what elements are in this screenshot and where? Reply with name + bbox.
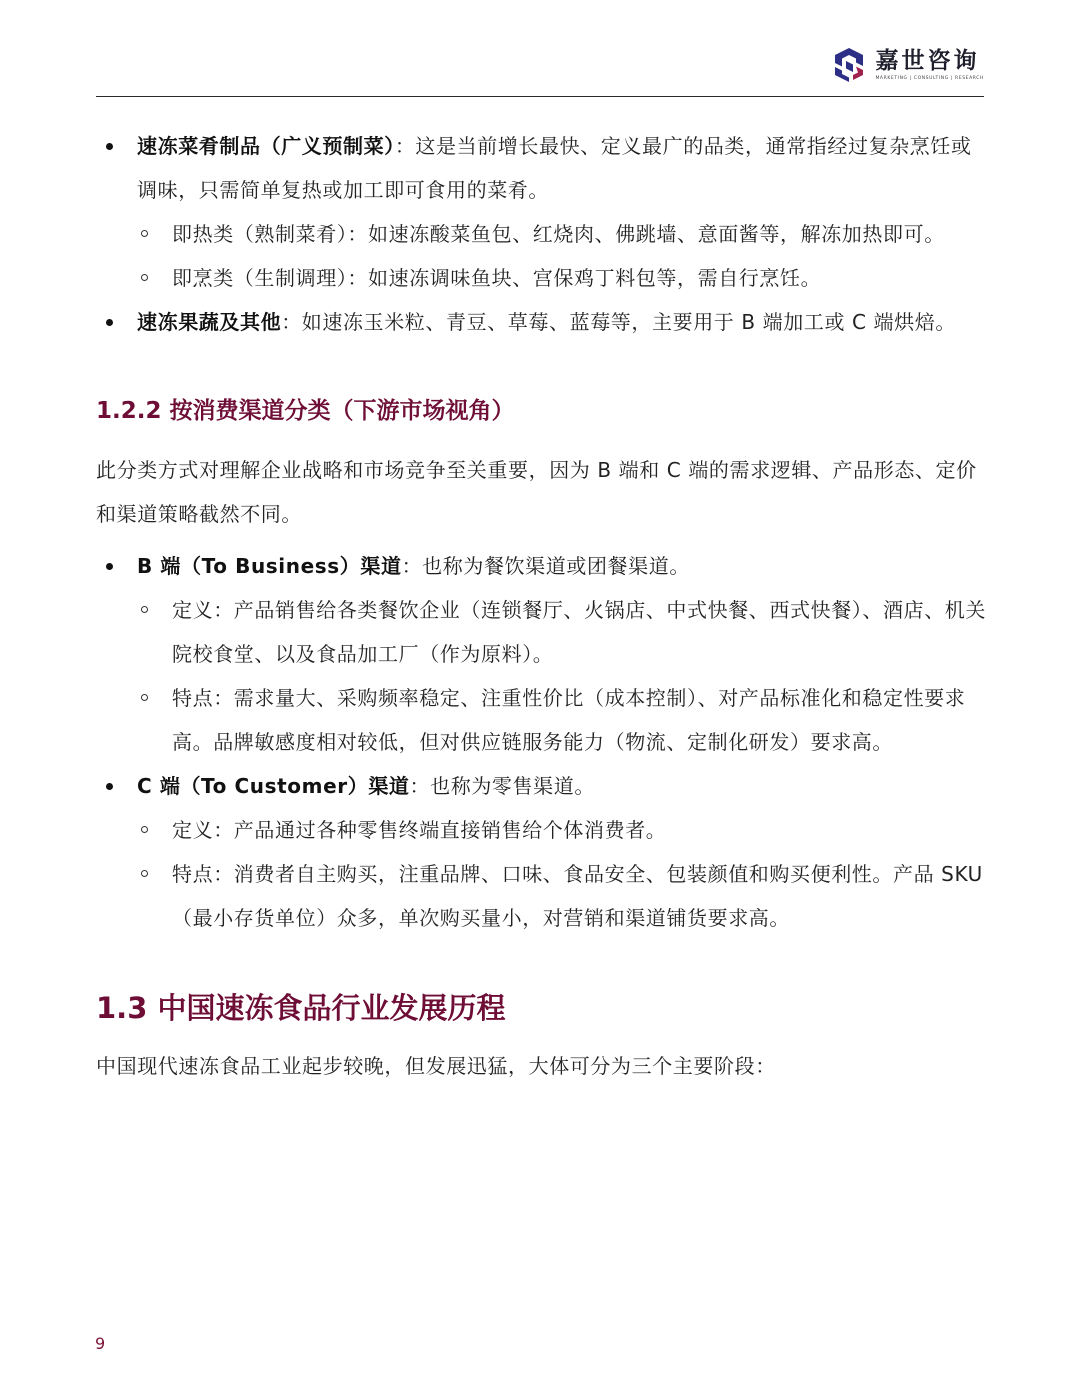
section-intro: 此分类方式对理解企业战略和市场竞争至关重要，因为 B 端和 C 端的需求逻辑、产品形态、定价和渠道策略截然不同。: [96, 458, 977, 526]
bullet-text: ：这是当前增长最快、定义最广的品类，通常指经过复杂烹饪或调味，只需简单复热或加工即可食用的菜肴。: [137, 134, 972, 202]
brand-name: 嘉世咨询: [875, 48, 980, 74]
sub-list-item: 特点：需求量大、采购频率稳定、注重性价比（成本控制）、对产品标准化和稳定性要求高。品牌敏感度相对较低，但对供应链服务能力（物流、定制化研发）要求高。: [96, 676, 986, 764]
sub-list-item: 定义：产品销售给各类餐饮企业（连锁餐厅、火锅店、中式快餐、西式快餐）、酒店、机关院校食堂、以及食品加工厂（作为原料）。: [96, 588, 986, 676]
sub-list-item: 即烹类（生制调理）：如速冻调味鱼块、宫保鸡丁料包等，需自行烹饪。: [96, 256, 986, 300]
bullet-title: 速冻菜肴制品（广义预制菜）: [137, 134, 395, 158]
sub-list-item: 定义：产品通过各种零售终端直接销售给个体消费者。: [96, 808, 986, 852]
section-heading-1-2-2: 1.2.2 按消费渠道分类（下游市场视角）: [96, 398, 515, 424]
list-item: [96, 544, 986, 764]
document-body: [96, 124, 986, 1088]
page-header: [96, 0, 984, 97]
brand-tagline: MARKETING | CONSULTING | RESEARCH: [875, 76, 984, 81]
category-list: [96, 124, 986, 344]
sub-list-item: 即热类（熟制菜肴）：如速冻酸菜鱼包、红烧肉、佛跳墙、意面酱等，解冻加热即可。: [96, 212, 986, 256]
bullet-title: 速冻果蔬及其他: [137, 310, 282, 334]
bullet-text: ：也称为零售渠道。: [409, 774, 595, 798]
bullet-text: ：也称为餐饮渠道或团餐渠道。: [401, 554, 690, 578]
channel-list: [96, 544, 986, 940]
page-number: 9: [95, 1334, 106, 1353]
bullet-text: ：如速冻玉米粒、青豆、草莓、蓝莓等，主要用于 B 端加工或 C 端烘焙。: [281, 310, 956, 334]
bullet-title: C 端（To Customer）渠道: [137, 774, 410, 798]
sub-list: [137, 808, 986, 940]
logo-mark-icon: [833, 46, 867, 84]
sub-list-item: 特点：消费者自主购买，注重品牌、口味、食品安全、包装颜值和购买便利性。产品 SKU（最小存货单位）众多，单次购买量小，对营销和渠道铺货要求高。: [96, 852, 986, 940]
sub-list: [137, 212, 986, 300]
section-heading-1-3: 1.3 中国速冻食品行业发展历程: [96, 991, 506, 1025]
list-item: [96, 124, 986, 300]
bullet-title: B 端（To Business）渠道: [137, 554, 402, 578]
list-item: [96, 300, 986, 344]
sub-list: [137, 588, 986, 764]
list-item: [96, 764, 986, 940]
brand-logo: [833, 46, 984, 84]
section-intro: 中国现代速冻食品工业起步较晚，但发展迅猛，大体可分为三个主要阶段：: [96, 1054, 776, 1078]
